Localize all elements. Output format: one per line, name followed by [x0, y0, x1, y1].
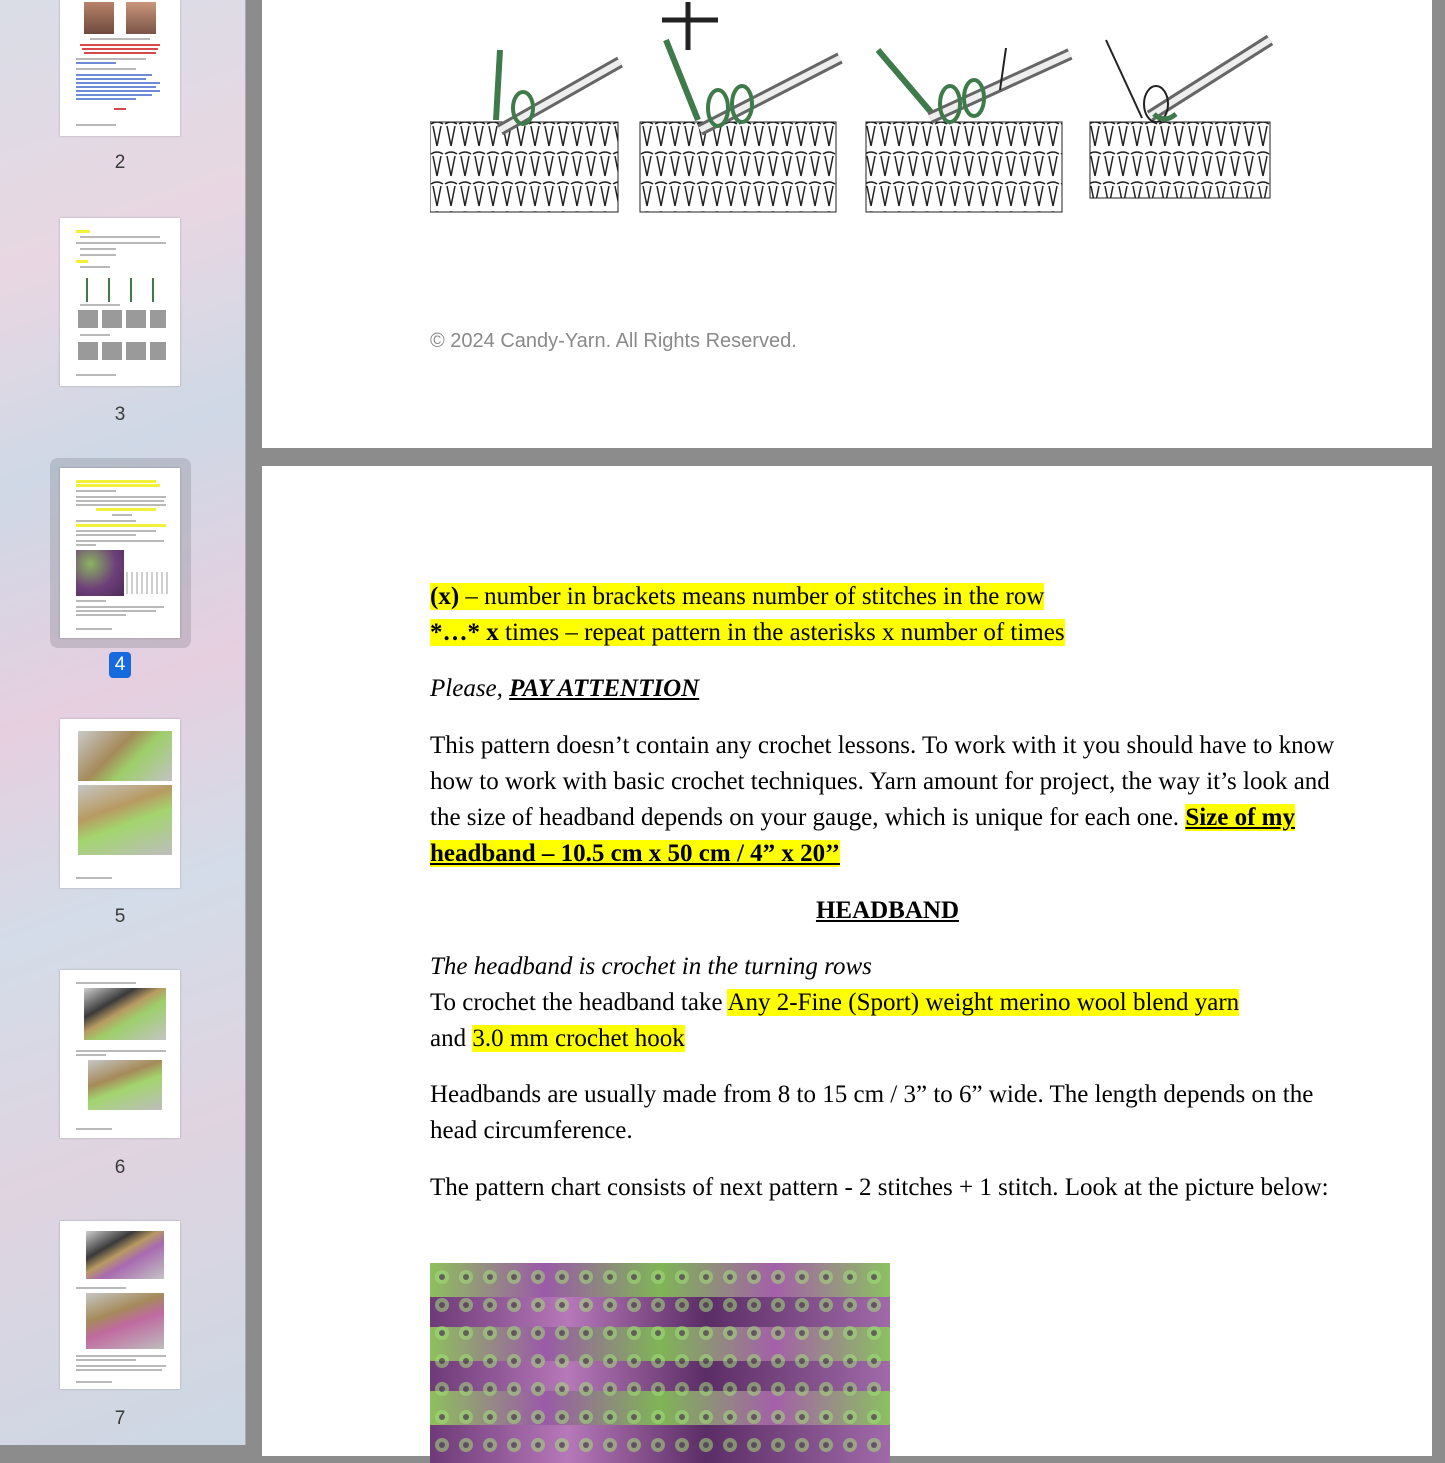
stitch-diagram-step-3 — [866, 48, 1070, 212]
document-page-current — [262, 466, 1432, 1456]
thumbnail-page-number: 7 — [114, 1408, 126, 1429]
intro-paragraph: This pattern doesn’t contain any crochet lessons. To work with it you should have to know how to work with basic crochet techniques. Yarn amount for project, the way it’s look and the size of headband depends on your gauge, which is unique for each one. Size of my headband – 10.5 cm x 50 cm / 4” x 20’’ — [430, 732, 1335, 867]
attention-emphasis: PAY ATTENTION — [509, 675, 700, 702]
legend-line-1: (x) – number in brackets means number of stitches in the row — [430, 583, 1045, 610]
thumbnail-page-number: 2 — [114, 152, 126, 173]
thumbnail-page-2[interactable] — [60, 0, 180, 136]
yarn-highlight: Any 2-Fine (Sport) weight merino wool blend yarn — [727, 989, 1240, 1016]
crochet-stitch-diagrams — [430, 0, 1290, 220]
stitch-diagram-step-4 — [1090, 40, 1270, 198]
hook-highlight: 3.0 mm crochet hook — [472, 1025, 685, 1052]
document-page-previous — [262, 0, 1432, 448]
chart-paragraph: The pattern chart consists of next pattern - 2 stitches + 1 stitch. Look at the picture below: — [430, 1174, 1329, 1201]
thumbnail-page-3[interactable] — [60, 218, 180, 386]
thumbnail-page-6[interactable] — [60, 970, 180, 1138]
thumbnail-diagram — [80, 278, 166, 302]
stitch-diagram-step-1 — [430, 50, 620, 212]
attention-line: Please, PAY ATTENTION — [430, 675, 700, 702]
crochet-stitch-photo — [430, 1263, 890, 1463]
stitch-diagram-step-2 — [640, 40, 840, 212]
current-page-badge: 4 — [109, 652, 132, 678]
thumbnail-photo — [86, 1231, 164, 1279]
materials-paragraph: The headband is crochet in the turning rows To crochet the headband take Any 2-Fine (Sport) weight merino wool blend yarn and 3.0 mm crochet hook — [430, 953, 1240, 1052]
thumbnail-photo — [78, 785, 172, 855]
widths-paragraph: Headbands are usually made from 8 to 15 cm / 3” to 6” wide. The length depends on the head circumference. — [430, 1081, 1314, 1144]
legend-line-2: *…* x times – repeat pattern in the asterisks x number of times — [430, 619, 1065, 646]
thumbnail-page-7[interactable] — [60, 1221, 180, 1389]
thumbnail-photo — [86, 1293, 164, 1349]
thumbnail-photo — [78, 731, 172, 781]
page-thumbnail-sidebar[interactable] — [0, 0, 246, 1445]
thumbnail-page-number: 5 — [114, 906, 126, 927]
thumbnail-chart — [126, 572, 170, 594]
thumbnail-photo — [126, 2, 156, 34]
thumbnail-page-4[interactable] — [60, 468, 180, 638]
thumbnail-photo — [76, 550, 124, 596]
legend-block — [430, 579, 1345, 651]
thumbnail-diagram — [78, 310, 166, 328]
section-heading: HEADBAND — [815, 897, 960, 924]
copyright-footer: © 2024 Candy-Yarn. All Rights Reserved. — [430, 330, 797, 352]
thumbnail-page-number: 3 — [114, 404, 126, 425]
thumbnail-photo — [84, 2, 114, 34]
headband-size-highlight: Size of my headband – 10.5 cm x 50 cm / 4” x 20’’ — [430, 804, 1296, 867]
thumbnail-page-number — [50, 652, 190, 678]
thumbnail-photo — [84, 988, 166, 1040]
thumbnail-page-number: 6 — [114, 1157, 126, 1178]
thumbnail-page-5[interactable] — [60, 719, 180, 888]
thumbnail-photo — [88, 1060, 162, 1110]
thumbnail-diagram — [78, 342, 166, 360]
